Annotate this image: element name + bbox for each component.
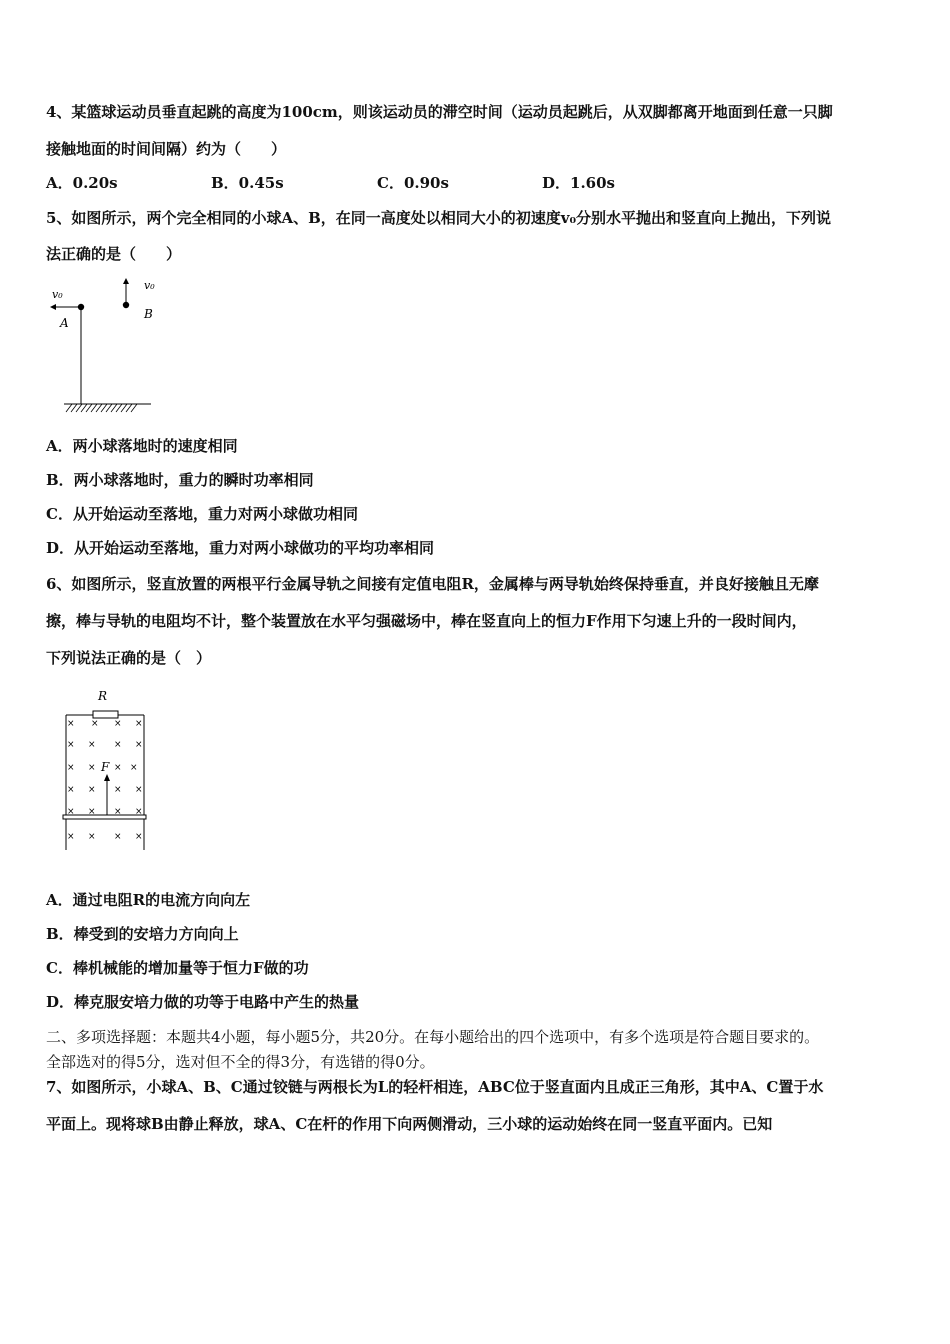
label-a: A <box>60 316 69 330</box>
svg-text:×: × <box>135 719 143 729</box>
q6-option-d: D．棒克服安培力做的功等于电路中产生的热量 <box>46 993 360 1011</box>
q5-option-b: B．两小球落地时，重力的瞬时功率相同 <box>46 471 314 489</box>
svg-text:×: × <box>114 740 122 750</box>
svg-text:×: × <box>67 832 75 842</box>
svg-text:×: × <box>67 763 75 773</box>
svg-text:×: × <box>135 785 143 795</box>
metal-rod <box>63 815 146 819</box>
v0-label-b: v₀ <box>144 279 155 292</box>
svg-text:×: × <box>135 740 143 750</box>
svg-text:×: × <box>67 719 75 729</box>
q6-stem-line2: 擦，棒与导轨的电阻均不计，整个装置放在水平匀强磁场中，棒在竖直向上的恒力F作用下匀速上升的一段时间内， <box>46 612 807 630</box>
q5-figure <box>44 272 164 422</box>
svg-text:×: × <box>114 785 122 795</box>
q4-option-b: B．0.45s <box>211 174 284 192</box>
svg-text:×: × <box>88 832 96 842</box>
q5-option-c: C．从开始运动至落地，重力对两小球做功相同 <box>46 505 358 523</box>
q4-option-c: C．0.90s <box>377 174 449 192</box>
q6-figure <box>58 684 158 854</box>
svg-text:×: × <box>135 807 143 817</box>
arrowhead-b <box>123 278 129 284</box>
section2-heading-line2: 全部选对的得5分，选对但不全的得3分，有选错的得0分。 <box>46 1053 435 1071</box>
q5-stem-line2: 法正确的是（ ） <box>46 245 182 263</box>
svg-text:×: × <box>114 763 122 773</box>
svg-text:×: × <box>88 763 96 773</box>
q4-stem-line1: 4、某篮球运动员垂直起跳的高度为100cm，则该运动员的滞空时间（运动员起跳后，从双脚都离开地面到任意一只脚 <box>46 103 833 121</box>
q5-option-a: A．两小球落地时的速度相同 <box>46 437 238 455</box>
svg-text:×: × <box>114 807 122 817</box>
resistor-r <box>93 711 118 718</box>
svg-text:×: × <box>67 785 75 795</box>
svg-text:×: × <box>135 832 143 842</box>
svg-text:×: × <box>114 832 122 842</box>
q5-stem-line1: 5、如图所示，两个完全相同的小球A、B，在同一高度处以相同大小的初速度v₀分别水平抛出和竖直向上抛出，下列说 <box>46 209 832 227</box>
q6-option-b: B．棒受到的安培力方向向上 <box>46 925 239 943</box>
force-arrowhead <box>104 774 110 781</box>
svg-text:×: × <box>130 763 138 773</box>
q7-stem-line1: 7、如图所示，小球A、B、C通过铰链与两根长为L的轻杆相连，ABC位于竖直面内且成正三角形，其中A、C置于水 <box>46 1078 824 1096</box>
q4-option-d: D．1.60s <box>542 174 615 192</box>
svg-text:×: × <box>67 740 75 750</box>
svg-text:×: × <box>91 719 99 729</box>
q4-stem-line2: 接触地面的时间间隔）约为（ ） <box>46 140 287 158</box>
label-r: R <box>98 689 108 703</box>
svg-text:×: × <box>88 785 96 795</box>
arrowhead-a <box>50 304 56 310</box>
label-b: B <box>144 307 153 321</box>
q5-option-d: D．从开始运动至落地，重力对两小球做功的平均功率相同 <box>46 539 435 557</box>
svg-text:×: × <box>67 807 75 817</box>
q6-stem-line3: 下列说法正确的是（ ） <box>46 649 212 667</box>
q6-option-a: A．通过电阻R的电流方向向左 <box>46 891 251 909</box>
q6-stem-line1: 6、如图所示，竖直放置的两根平行金属导轨之间接有定值电阻R，金属棒与两导轨始终保持垂直，并良好接触且无摩 <box>46 575 819 593</box>
svg-text:×: × <box>88 807 96 817</box>
q4-option-a: A．0.20s <box>46 174 118 192</box>
q6-option-c: C．棒机械能的增加量等于恒力F做的功 <box>46 959 309 977</box>
v0-label-a: v₀ <box>52 288 63 301</box>
svg-text:×: × <box>88 740 96 750</box>
ground-hatching <box>66 404 137 412</box>
svg-text:×: × <box>114 719 122 729</box>
q7-stem-line2: 平面上。现将球B由静止释放，球A、C在杆的作用下向两侧滑动，三小球的运动始终在同一竖直平面内。已知 <box>46 1115 773 1133</box>
section2-heading-line1: 二、多项选择题：本题共4小题，每小题5分，共20分。在每小题给出的四个选项中，有多个选项是符合题目要求的。 <box>46 1028 820 1046</box>
label-f: F <box>101 760 110 774</box>
